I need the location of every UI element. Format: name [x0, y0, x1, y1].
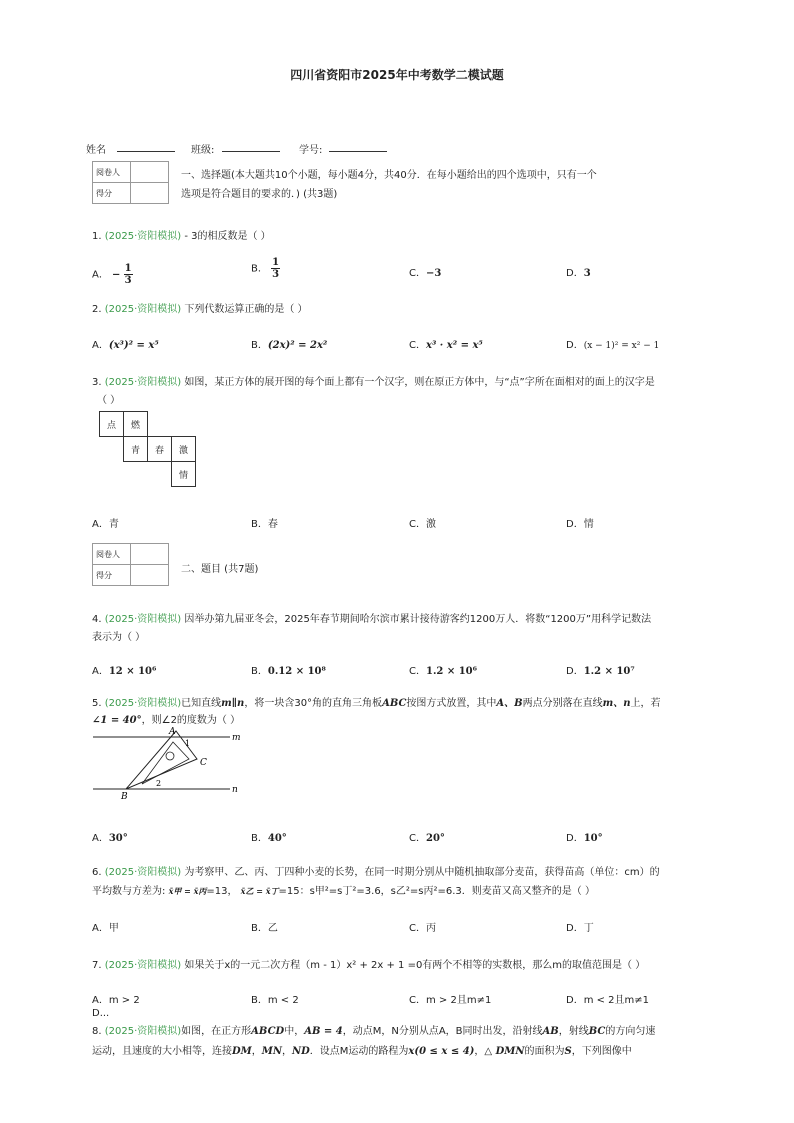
- question-4-line2: 表示为（ ）: [92, 632, 146, 643]
- question-text: 运动，且速度的大小相等，连接: [92, 1046, 232, 1057]
- option-value: 甲: [108, 923, 119, 934]
- math-expr: x(0 ≤ x ≤ 4): [408, 1046, 475, 1057]
- question-source: (2025·资阳模拟): [104, 614, 182, 625]
- question-5: [92, 694, 661, 709]
- question-number: 4.: [92, 614, 102, 625]
- option-c[interactable]: [409, 829, 445, 844]
- math-expr: ∠1 = 40°: [92, 715, 142, 726]
- angle-1-label: 1: [185, 739, 191, 748]
- option-label: B．: [251, 995, 268, 1006]
- option-label: B．: [251, 340, 268, 351]
- question-4: [92, 610, 651, 625]
- math-expr: ND: [291, 1046, 310, 1057]
- score-box: [92, 543, 169, 586]
- question-number: 8.: [92, 1026, 102, 1037]
- cube-face: 春: [148, 437, 172, 462]
- option-a[interactable]: [92, 919, 119, 934]
- grader-label: 阅卷人: [93, 162, 131, 183]
- option-c[interactable]: [409, 991, 491, 1006]
- option-label: D．: [566, 268, 584, 279]
- question-7: [92, 956, 645, 971]
- option-value: x³ · x² = x⁵: [425, 340, 483, 351]
- grader-cell[interactable]: [131, 162, 169, 183]
- angle-2-label: 2: [156, 779, 162, 788]
- id-label: 学号:: [299, 145, 323, 156]
- option-c[interactable]: [409, 515, 436, 530]
- option-label: C．: [409, 519, 426, 530]
- option-label: A．: [92, 340, 109, 351]
- question-text: 因举办第九届亚冬会，2025年春节期间哈尔滨市累计接待游客约1200万人．将数“1200万”用科学记数法: [184, 614, 652, 625]
- math-expr: m、n: [602, 698, 631, 709]
- class-field[interactable]: [222, 141, 280, 152]
- question-text: - 3的相反数是（ ）: [184, 231, 271, 242]
- question-text: =13，: [206, 886, 238, 897]
- label-n: n: [232, 785, 238, 795]
- option-label: B．: [251, 666, 268, 677]
- question-number: 5.: [92, 698, 102, 709]
- question-text: ，: [474, 1046, 485, 1057]
- section1-heading: [181, 166, 597, 204]
- question-text: 的面积为: [524, 1046, 565, 1057]
- option-value: m > 2且m≠1: [425, 995, 492, 1006]
- question-number: 2.: [92, 304, 102, 315]
- denominator: 3: [272, 269, 280, 280]
- section2-heading: 二、题目 (共7题): [181, 564, 259, 575]
- option-c[interactable]: [409, 662, 477, 677]
- option-a[interactable]: [92, 336, 159, 351]
- option-label: D．: [566, 666, 584, 677]
- option-value: m < 2且m≠1: [583, 995, 650, 1006]
- denominator: 3: [124, 275, 132, 286]
- math-expr: S: [564, 1046, 572, 1057]
- option-label: B．: [251, 519, 268, 530]
- option-value: 丁: [583, 923, 594, 934]
- score-label: 得分: [93, 183, 131, 204]
- option-value: 春: [267, 519, 278, 530]
- option-d[interactable]: [566, 919, 594, 934]
- question-text: ，则∠2的度数为（ ）: [141, 715, 241, 726]
- math-expr: x̄乙 = x̄丁: [240, 886, 279, 896]
- option-b[interactable]: [251, 515, 278, 530]
- option-label: C．: [409, 666, 426, 677]
- question-source: (2025·资阳模拟): [104, 698, 182, 709]
- question-text: ，将一块含30°角的直角三角板: [244, 698, 383, 709]
- cube-face: 青: [124, 437, 148, 462]
- option-value: 20°: [425, 833, 445, 844]
- option-value: (x³)² = x⁵: [108, 340, 159, 351]
- option-b[interactable]: [251, 257, 280, 280]
- cube-face: 激: [172, 437, 196, 462]
- option-value: 丙: [425, 923, 436, 934]
- option-label: C．: [409, 995, 426, 1006]
- triangle-figure: [90, 726, 250, 802]
- math-expr: DM: [232, 1046, 252, 1057]
- class-label: 班级:: [191, 145, 215, 156]
- math-expr: A、B: [496, 698, 523, 709]
- question-6-line2: [92, 882, 595, 897]
- ruler-hole: [166, 752, 174, 760]
- option-a[interactable]: [92, 991, 140, 1006]
- option-value: 30°: [108, 833, 128, 844]
- question-1: [92, 227, 271, 242]
- numerator: 1: [272, 257, 280, 268]
- option-d[interactable]: [566, 515, 594, 530]
- name-field[interactable]: [117, 141, 175, 152]
- question-text: ，射线: [558, 1026, 589, 1037]
- question-source: (2025·资阳模拟): [104, 304, 182, 315]
- option-value: 1.2 × 10⁷: [583, 666, 635, 677]
- option-value: 0.12 × 10⁸: [267, 666, 326, 677]
- option-d-overflow: D...: [92, 1008, 110, 1019]
- question-text: 如图，某正方体的展开图的每个面上都有一个汉字，则在原正方体中，与“点”字所在面相对的面上的汉字是: [184, 377, 655, 388]
- id-field[interactable]: [329, 141, 387, 152]
- option-b[interactable]: [251, 919, 278, 934]
- question-3: [92, 373, 655, 388]
- option-label: C．: [409, 833, 426, 844]
- option-b[interactable]: [251, 829, 287, 844]
- score-box: [92, 161, 169, 204]
- numerator: 1: [124, 263, 132, 274]
- option-label: D．: [566, 833, 584, 844]
- question-text: 的方向匀速: [605, 1026, 656, 1037]
- question-6: [92, 863, 660, 878]
- page-title: 四川省资阳市2025年中考数学二模试题: [290, 68, 504, 82]
- question-text: 上，若: [630, 698, 661, 709]
- option-value: 3: [583, 268, 591, 279]
- question-source: (2025·资阳模拟): [104, 1026, 182, 1037]
- fraction: [124, 263, 133, 286]
- option-value: 激: [425, 519, 436, 530]
- option-c[interactable]: [409, 919, 436, 934]
- option-a[interactable]: [92, 829, 128, 844]
- option-b[interactable]: [251, 991, 299, 1006]
- question-text: ，下列图像中: [571, 1046, 632, 1057]
- option-b[interactable]: [251, 662, 326, 677]
- question-number: 3.: [92, 377, 102, 388]
- option-label: B．: [251, 263, 268, 275]
- option-value: 12 × 10⁶: [108, 666, 157, 677]
- option-b[interactable]: [251, 336, 327, 351]
- section1-line1: 一、选择题(本大题共10个小题，每小题4分，共40分．在每小题给出的四个选项中，只有一个: [181, 170, 597, 181]
- question-source: (2025·资阳模拟): [104, 231, 182, 242]
- option-label: C．: [409, 340, 426, 351]
- option-label: D．: [566, 340, 584, 351]
- option-label: D．: [566, 519, 584, 530]
- question-source: (2025·资阳模拟): [104, 377, 182, 388]
- score-label: 得分: [93, 565, 131, 586]
- question-source: (2025·资阳模拟): [104, 960, 182, 971]
- question-text: 按图方式放置，其中: [406, 698, 497, 709]
- question-source: (2025·资阳模拟): [104, 867, 182, 878]
- math-expr: x̄甲 = x̄丙: [168, 886, 207, 896]
- question-3-line2: （ ）: [97, 395, 121, 406]
- option-label: B．: [251, 923, 268, 934]
- math-expr: BC: [588, 1026, 606, 1037]
- math-expr: AB: [542, 1026, 559, 1037]
- question-text: 下列代数运算正确的是（ ）: [184, 304, 308, 315]
- question-text: 平均数与方差为:: [92, 886, 166, 897]
- option-a[interactable]: [92, 662, 156, 677]
- score-cell[interactable]: [131, 183, 169, 204]
- cube-face: 燃: [124, 412, 148, 437]
- separator: ，: [281, 1046, 292, 1057]
- option-label: C．: [409, 923, 426, 934]
- option-value: 乙: [267, 923, 278, 934]
- question-number: 6.: [92, 867, 102, 878]
- option-c[interactable]: [409, 264, 441, 279]
- option-c[interactable]: [409, 336, 483, 351]
- question-text: 如果关于x的一元二次方程（m - 1）x² + 2x + 1 =0有两个不相等的实数根，那么m的取值范围是（ ）: [184, 960, 646, 971]
- question-text: 已知直线: [181, 698, 222, 709]
- math-expr: ABC: [382, 698, 407, 709]
- math-expr: ABCD: [251, 1026, 285, 1037]
- math-expr: AB = 4: [304, 1026, 343, 1037]
- section1-line2: 选项是符合题目的要求的．) (共3题): [181, 189, 338, 200]
- grader-cell[interactable]: [131, 544, 169, 565]
- separator: ，: [251, 1046, 262, 1057]
- option-d[interactable]: [566, 662, 635, 677]
- label-a: A: [169, 727, 176, 737]
- option-a[interactable]: [92, 515, 119, 530]
- option-value: 青: [108, 519, 119, 530]
- question-text: 两点分别落在直线: [522, 698, 603, 709]
- label-c: C: [200, 758, 207, 768]
- option-label: A．: [92, 833, 109, 844]
- option-label: B．: [251, 833, 268, 844]
- question-5-line2: [92, 711, 240, 726]
- label-b: B: [121, 792, 128, 802]
- option-d[interactable]: [566, 829, 603, 844]
- minus-sign: −: [112, 269, 121, 281]
- option-value: −3: [425, 268, 442, 279]
- question-2: [92, 300, 308, 315]
- option-label: A．: [92, 269, 109, 281]
- math-expr: m∥n: [221, 698, 245, 709]
- option-label: A．: [92, 923, 109, 934]
- question-number: 7.: [92, 960, 102, 971]
- score-cell[interactable]: [131, 565, 169, 586]
- question-text: 中，: [284, 1026, 305, 1037]
- option-value: 40°: [267, 833, 287, 844]
- option-label: D．: [566, 923, 584, 934]
- question-text: 为考察甲、乙、丙、丁四种小麦的长势，在同一时期分别从中随机抽取部分麦苗，获得苗高（单位：cm）的: [184, 867, 660, 878]
- option-label: A．: [92, 666, 109, 677]
- question-8: [92, 1022, 655, 1037]
- name-label: 姓名: [86, 145, 106, 156]
- option-value: (2x)² = 2x²: [267, 340, 328, 351]
- option-value: m > 2: [108, 995, 140, 1006]
- math-expr: MN: [261, 1046, 282, 1057]
- math-expr: △ DMN: [484, 1046, 525, 1057]
- option-label: A．: [92, 519, 109, 530]
- cube-face: 点: [100, 412, 124, 437]
- option-value: 10°: [583, 833, 603, 844]
- option-label: D．: [566, 995, 584, 1006]
- option-a[interactable]: [92, 263, 133, 286]
- question-text: 如图，在正方形: [181, 1026, 252, 1037]
- fraction: [271, 257, 280, 280]
- option-value: (x − 1)² = x² − 1: [583, 341, 660, 351]
- option-label: A．: [92, 995, 109, 1006]
- question-number: 1.: [92, 231, 102, 242]
- question-text: =15：s甲²=s丁²=3.6，s乙²=s丙²=6.3．则麦苗又高又整齐的是（ ）: [278, 886, 595, 897]
- grader-label: 阅卷人: [93, 544, 131, 565]
- question-text: ，动点M，N分别从点A，B同时出发，沿射线: [342, 1026, 543, 1037]
- question-8-line2: [92, 1042, 632, 1057]
- option-label: C．: [409, 268, 426, 279]
- option-d[interactable]: [566, 991, 649, 1006]
- label-m: m: [232, 733, 241, 743]
- option-d[interactable]: [566, 264, 591, 279]
- cube-face: 情: [172, 462, 196, 487]
- cube-net: [99, 411, 196, 487]
- option-value: 情: [583, 519, 594, 530]
- option-d[interactable]: [566, 336, 659, 351]
- option-value: 1.2 × 10⁶: [425, 666, 478, 677]
- question-text: ．设点M运动的路程为: [309, 1046, 409, 1057]
- option-value: m < 2: [267, 995, 299, 1006]
